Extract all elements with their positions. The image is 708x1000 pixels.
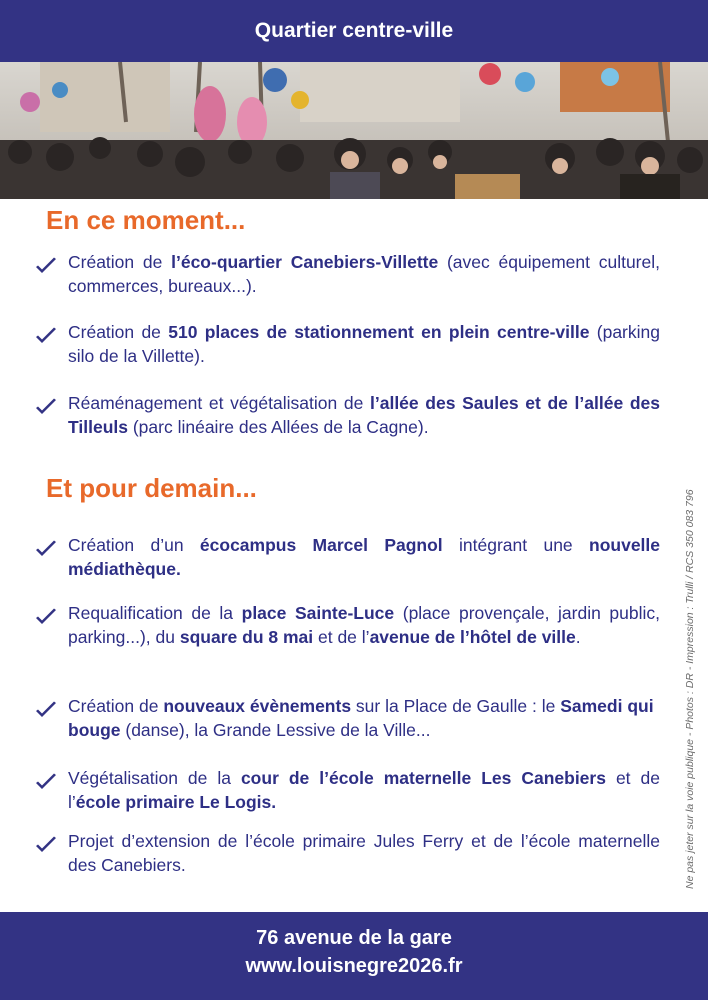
body-text: et de l’: [313, 627, 370, 647]
body-text: Projet d’extension de l’école primaire Jules Ferry et de l’école maternelle des Canebiers.: [68, 831, 660, 875]
body-text: (parc linéaire des Allées de la Cagne).: [127, 417, 429, 437]
item-text: [68, 601, 660, 649]
item-text: [68, 320, 660, 368]
checkmark-icon: [34, 698, 58, 722]
header-bar: [0, 0, 708, 62]
body-text: et de l’: [68, 768, 660, 812]
body-text: .: [575, 627, 581, 647]
body-text: Création d’un: [68, 535, 200, 555]
checkmark-icon: [34, 605, 58, 629]
checkmark-icon: [34, 254, 58, 278]
checkmark-icon: [34, 770, 58, 794]
header-title: Quartier centre-ville: [254, 19, 454, 42]
emphasis-text: 510 places de stationnement en plein centre-ville: [168, 322, 590, 342]
body-text: Réaménagement et végétalisation de: [68, 393, 370, 413]
list-item: [34, 829, 660, 877]
emphasis-text: nouveaux évènements: [163, 696, 352, 716]
emphasis-text: nouvelle médiathèque.: [68, 535, 661, 579]
item-text: [68, 250, 660, 298]
body-text: (avec équipement culturel, commerces, bureaux...).: [68, 252, 660, 296]
crowd-photo: [0, 62, 708, 199]
list-item: [34, 694, 660, 742]
body-text: Requalification de la: [68, 603, 242, 623]
body-text: Végétalisation de la: [68, 768, 241, 788]
item-text: [68, 694, 660, 742]
checkmark-icon: [34, 833, 58, 857]
body-text: sur la Place de Gaulle : le: [351, 696, 561, 716]
body-text: (parking silo de la Villette).: [68, 322, 660, 366]
list-item: [34, 601, 660, 649]
emphasis-text: square du 8 mai: [179, 627, 314, 647]
emphasis-text: école primaire Le Logis.: [75, 792, 277, 812]
body-text: Création de: [68, 252, 172, 272]
list-item: [34, 533, 660, 581]
body-text: (place provençale, jardin public, parking...), du: [68, 603, 660, 647]
item-text: [68, 766, 660, 814]
item-text: [68, 391, 660, 439]
emphasis-text: l’allée des Saules et de l’allée des Tilleuls: [68, 393, 660, 437]
checkmark-icon: [34, 395, 58, 419]
section-title-tomorrow: Et pour demain...: [46, 473, 257, 503]
checkmark-icon: [34, 537, 58, 561]
body-text: intégrant une: [442, 535, 590, 555]
list-item: [34, 766, 660, 814]
body-text: Création de: [68, 322, 169, 342]
footer-website[interactable]: www.louisnegre2026.fr: [245, 955, 463, 977]
footer-address: 76 avenue de la gare: [256, 927, 452, 949]
footer-bar: [0, 912, 708, 1000]
emphasis-text: avenue de l’hôtel de ville: [369, 627, 576, 647]
list-item: [34, 250, 660, 298]
body-text: Création de: [68, 696, 164, 716]
section-title-now: En ce moment...: [46, 205, 246, 235]
list-item: [34, 391, 660, 439]
emphasis-text: l’éco-quartier Canebiers-Villette: [171, 252, 439, 272]
emphasis-text: Samedi qui bouge: [68, 696, 654, 740]
body-text: (danse), la Grande Lessive de la Ville...: [120, 720, 431, 740]
emphasis-text: écocampus Marcel Pagnol: [199, 535, 443, 555]
list-item: [34, 320, 660, 368]
item-text: [68, 533, 660, 581]
item-text: [68, 829, 660, 877]
emphasis-text: cour de l’école maternelle Les Canebiers: [240, 768, 606, 788]
checkmark-icon: [34, 324, 58, 348]
emphasis-text: place Sainte-Luce: [241, 603, 395, 623]
legal-note: Ne pas jeter sur la voie publique - Photos : DR - Impression : Trulli / RCS 350 083 796: [684, 489, 696, 889]
